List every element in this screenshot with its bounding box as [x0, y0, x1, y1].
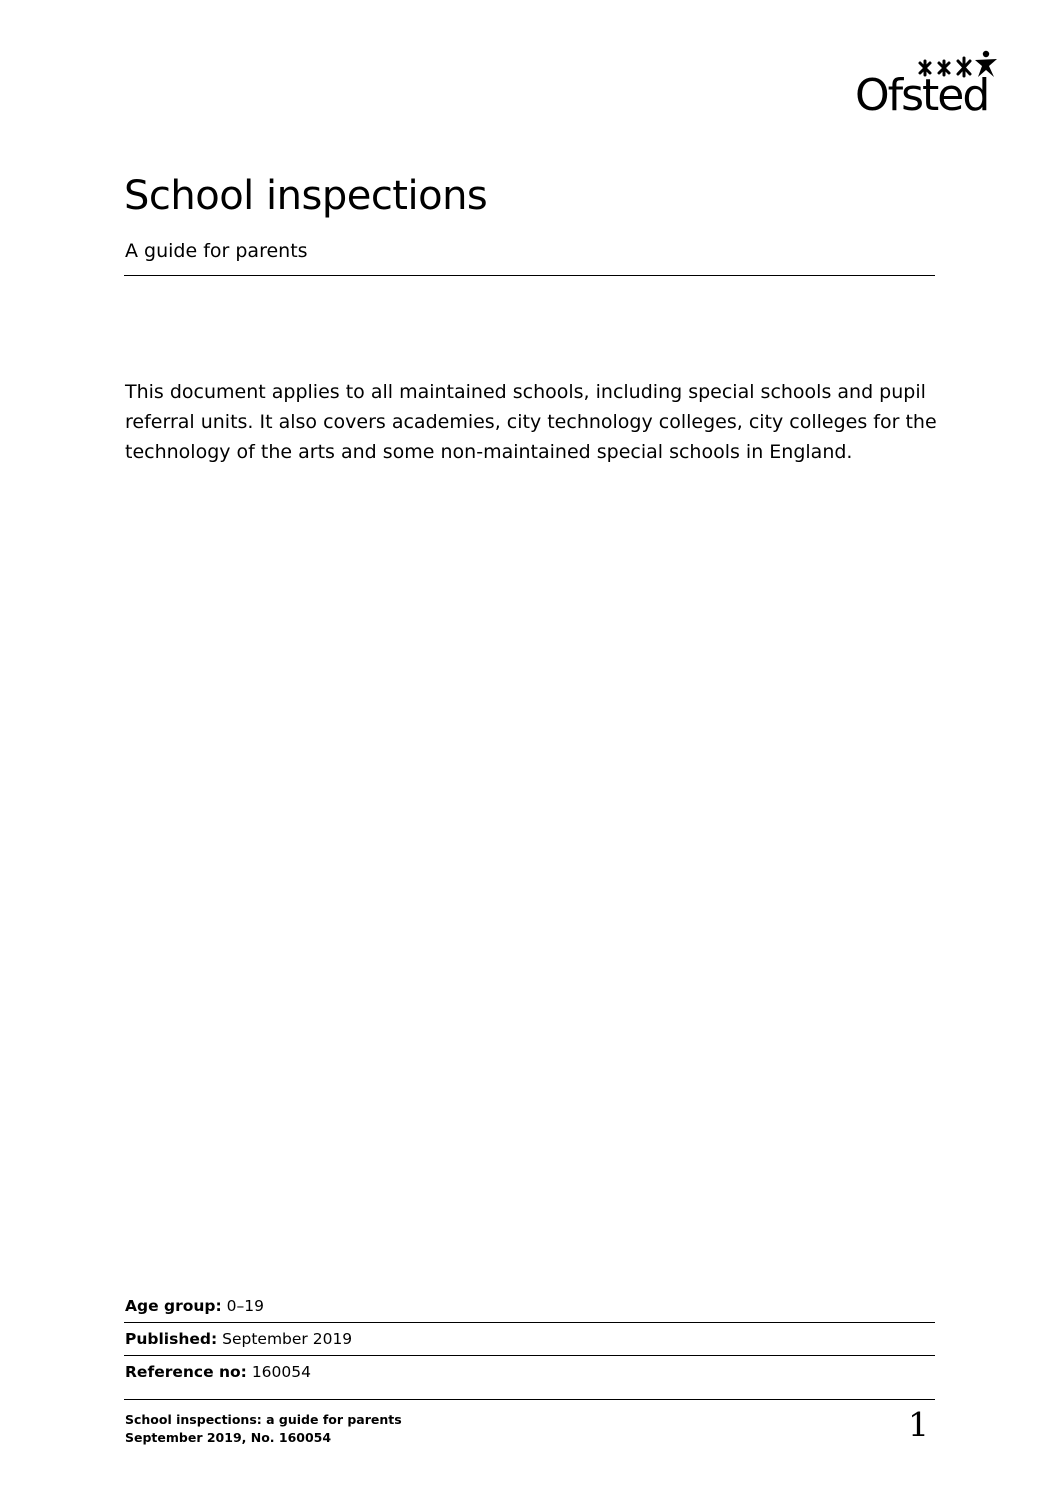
footer-text	[125, 1411, 402, 1447]
published-label: Published:	[125, 1330, 218, 1348]
meta-divider-2	[124, 1355, 935, 1356]
document-subtitle: A guide for parents	[125, 240, 308, 262]
age-group-label: Age group:	[125, 1297, 222, 1315]
footer-title: School inspections: a guide for parents	[125, 1412, 402, 1427]
age-group-row	[125, 1295, 264, 1317]
intro-paragraph: This document applies to all maintained schools, including special schools and pupil referral units. It also covers academies, city technology colleges, city colleges for the technology of the arts and some non-maintained special schools in England.	[125, 381, 937, 463]
meta-divider-1	[124, 1322, 935, 1323]
logo-wordmark: Ofsted	[855, 70, 989, 121]
document-title: School inspections	[124, 173, 488, 219]
reference-label: Reference no:	[125, 1363, 247, 1381]
footer-date-ref: September 2019, No. 160054	[125, 1430, 332, 1445]
age-group-value: 0–19	[226, 1297, 264, 1315]
published-value: September 2019	[222, 1330, 353, 1348]
title-divider	[124, 275, 935, 276]
ofsted-logo	[855, 50, 1000, 120]
reference-value: 160054	[251, 1363, 311, 1381]
published-row	[125, 1328, 352, 1350]
page-number: 1	[908, 1405, 929, 1444]
reference-row	[125, 1361, 311, 1383]
footer-divider	[124, 1399, 935, 1400]
